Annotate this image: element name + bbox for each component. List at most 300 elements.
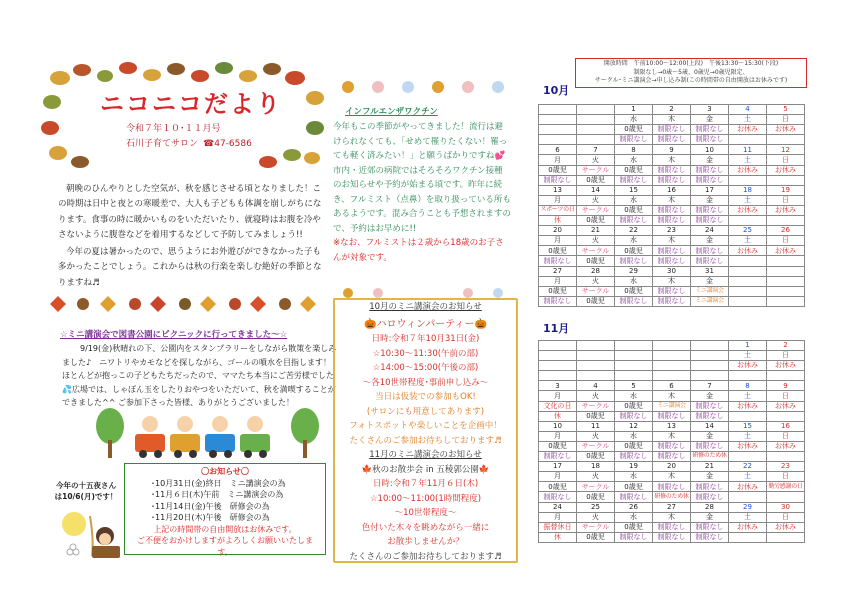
calendar-row: [539, 246, 805, 256]
calendar-empty-cell: [577, 115, 615, 125]
calendar-row: [539, 371, 805, 381]
calendar-cell: [729, 216, 767, 226]
calendar-cell: 金: [691, 155, 729, 165]
calendar-row: [539, 286, 805, 296]
calendar-empty-cell: [767, 296, 805, 306]
calendar-row: [539, 341, 805, 351]
calendar-empty-cell: [729, 276, 767, 286]
calendar-cell: 火: [577, 155, 615, 165]
calendar-cell: 水: [615, 512, 653, 522]
calendar-row: [539, 175, 805, 185]
calendar-cell: 休: [539, 532, 577, 542]
calendar-empty-cell: [729, 286, 767, 296]
phone-icon: ☎: [203, 139, 215, 149]
calendar-cell: 金: [691, 391, 729, 401]
calendar-cell: [767, 532, 805, 542]
calendar-cell: 水: [615, 236, 653, 246]
calendar-empty-cell: [577, 361, 615, 371]
calendar-cell: 1: [615, 105, 653, 115]
oct-calendar: [538, 104, 805, 307]
calendar-cell: 3: [691, 105, 729, 115]
picnic-body: [62, 342, 337, 410]
calendar-empty-cell: [767, 276, 805, 286]
calendar-cell: 制限なし: [691, 216, 729, 226]
calendar-cell: 月: [539, 195, 577, 205]
calendar-cell: 0歳児: [577, 175, 615, 185]
calendar-cell: 制限なし: [691, 522, 729, 532]
notice-row-2: ･11月６日(木)午前 ミニ講演会の為: [151, 490, 284, 499]
calendar-cell: 0歳児: [615, 125, 653, 135]
calendar-cell: 0歳児: [577, 452, 615, 462]
calendar-cell: お休み: [767, 441, 805, 451]
calendar-cell: 日: [767, 155, 805, 165]
calendar-cell: 日: [767, 472, 805, 482]
calendar-row: [539, 462, 805, 472]
calendar-cell: 制限なし: [615, 256, 653, 266]
walk-line-1: 日時:令和７年11月６日(木): [372, 479, 479, 489]
calendar-row: [539, 361, 805, 371]
calendar-cell: 研修のため休: [691, 452, 729, 462]
moon-viewing-icon: [60, 506, 125, 561]
nov-event-heading: 11月のミニ講演会のお知らせ: [369, 450, 482, 460]
calendar-cell: 21: [691, 462, 729, 472]
calendar-empty-cell: [539, 115, 577, 125]
calendar-cell: 日: [767, 351, 805, 361]
calendar-cell: お休み: [729, 441, 767, 451]
calendar-cell: 土: [729, 472, 767, 482]
calendar-cell: 月: [539, 155, 577, 165]
calendar-cell: 月: [539, 391, 577, 401]
calendar-cell: 月: [539, 276, 577, 286]
calendar-cell: 木: [653, 115, 691, 125]
calendar-cell: 10: [691, 145, 729, 155]
halloween-line-3: ☆14:00～15:00(午後の部): [372, 363, 479, 373]
calendar-cell: 制限なし: [691, 441, 729, 451]
calendar-cell: 7: [577, 145, 615, 155]
kids-train-icon: [95, 404, 320, 462]
calendar-cell: 27: [653, 502, 691, 512]
flu-text: 今年もこの季節がやってきました！流行は避けられなくても、「せめて罹りたくない！罹っても軽く済みたい！」と願うばかりですね💕市内・近郊の病院ではそろそろワクチン接種のお知らせや予約が始まる頃です。昨年に続き、フルミスト（点鼻）を取り扱っている所もあるようです。混み合うことも予想されますので、予約はお早めに!!: [333, 122, 511, 234]
calendar-cell: 15: [615, 185, 653, 195]
calendar-row: [539, 135, 805, 145]
notice-footer-1: 上記の時間帯の自由開放はお休みです。: [153, 524, 297, 534]
calendar-cell: 制限なし: [653, 482, 691, 492]
calendar-cell: 制限なし: [691, 246, 729, 256]
calendar-cell: 制限なし: [691, 165, 729, 175]
calendar-cell: 制限なし: [539, 175, 577, 185]
calendar-row: [539, 185, 805, 195]
calendar-cell: 7: [691, 381, 729, 391]
calendar-cell: お休み: [729, 165, 767, 175]
calendar-cell: 15: [729, 421, 767, 431]
calendar-cell: 21: [577, 226, 615, 236]
calendar-cell: お休み: [767, 165, 805, 175]
calendar-cell: 金: [691, 115, 729, 125]
calendar-cell: 木: [653, 472, 691, 482]
calendar-cell: 4: [729, 105, 767, 115]
calendar-row: [539, 441, 805, 451]
calendar-cell: [767, 256, 805, 266]
tel-line: [203, 137, 252, 152]
calendar-row: [539, 411, 805, 421]
calendar-row: [539, 401, 805, 411]
calendar-cell: 土: [729, 155, 767, 165]
calendar-cell: 3: [539, 381, 577, 391]
calendar-empty-cell: [691, 351, 729, 361]
calendar-cell: 月: [539, 512, 577, 522]
nov-label: 11月: [543, 322, 570, 335]
calendar-cell: 17: [691, 185, 729, 195]
halloween-extra-1: 当日は仮装での参加もOK!: [375, 392, 476, 402]
calendar-empty-cell: [577, 371, 615, 381]
calendar-cell: 制限なし: [615, 532, 653, 542]
calendar-cell: 0歳児: [577, 256, 615, 266]
flu-heading: インフルエンザワクチン: [345, 107, 438, 117]
calendar-cell: 30: [767, 502, 805, 512]
notice-row-3: ･11月14日(金)午後 研修会の為: [151, 501, 270, 511]
calendar-cell: 水: [615, 391, 653, 401]
calendar-empty-cell: [615, 361, 653, 371]
calendar-cell: [729, 371, 767, 381]
calendar-row: [539, 492, 805, 502]
calendar-cell: お休み: [767, 205, 805, 215]
calendar-cell: 0歳児: [539, 441, 577, 451]
calendar-cell: 土: [729, 431, 767, 441]
calendar-row: [539, 532, 805, 542]
calendar-cell: 水: [615, 155, 653, 165]
calendar-note: [575, 58, 807, 88]
calendar-cell: 制限なし: [691, 411, 729, 421]
calendar-cell: 土: [729, 391, 767, 401]
calendar-cell: 20: [539, 226, 577, 236]
calendar-cell: 文化の日: [539, 401, 577, 411]
halloween-line-4: ～各10世帯程度･事前申し込み～: [362, 377, 489, 388]
calendar-cell: 制限なし: [691, 482, 729, 492]
notice-box: [124, 463, 326, 555]
notice-title: 〇お知らせ〇: [201, 467, 249, 476]
moon-line-2: は10/6(月)です！: [54, 492, 118, 501]
calendar-empty-cell: [577, 105, 615, 115]
calendar-cell: お休み: [767, 522, 805, 532]
calendar-cell: 19: [615, 462, 653, 472]
calendar-cell: 0歳児: [577, 296, 615, 306]
calendar-cell: 金: [691, 236, 729, 246]
calendar-cell: 8: [729, 381, 767, 391]
animals-icon: [338, 78, 513, 96]
calendar-empty-cell: [539, 105, 577, 115]
calendar-cell: 制限なし: [653, 216, 691, 226]
calendar-cell: 28: [691, 502, 729, 512]
calendar-cell: 11: [729, 145, 767, 155]
calendar-cell: 23: [653, 226, 691, 236]
calendar-cell: 5: [767, 105, 805, 115]
calendar-cell: 9: [653, 145, 691, 155]
calendar-empty-cell: [539, 125, 577, 135]
calendar-cell: 制限なし: [691, 175, 729, 185]
calendar-row: [539, 452, 805, 462]
calendar-cell: 金: [691, 431, 729, 441]
intro-paragraph-2: 今年の夏は暑かったので、思うようにお外遊びができなかった子も多かったことでしょう。これからは秋の行楽を楽しむ絶好の季節となりますね♬: [58, 247, 322, 288]
calendar-cell: [729, 452, 767, 462]
picnic-title: ☆ミニ講演会で図書公園にピクニックに行ってきました～☆: [60, 330, 288, 340]
calendar-cell: 勤労感謝の日: [767, 482, 805, 492]
calendar-cell: 制限なし: [653, 532, 691, 542]
calendar-cell: 制限なし: [615, 296, 653, 306]
calendar-cell: 29: [615, 266, 653, 276]
calendar-cell: 9: [767, 381, 805, 391]
calendar-cell: お休み: [729, 205, 767, 215]
calendar-cell: 制限なし: [691, 532, 729, 542]
calendar-cell: 金: [691, 512, 729, 522]
calendar-cell: 制限なし: [615, 135, 653, 145]
calendar-cell: サークル: [577, 246, 615, 256]
calendar-empty-cell: [767, 286, 805, 296]
calendar-cell: お休み: [729, 125, 767, 135]
calendar-cell: 0歳児: [577, 216, 615, 226]
oct-label: 10月: [543, 84, 570, 97]
halloween-extra-3: フォトスポットや楽しいことを企画中！: [349, 421, 502, 431]
calendar-cell: 1: [729, 341, 767, 351]
notice-footer-2: ご不便をおかけしますがよろしくお願いいたします。: [137, 536, 313, 557]
halloween-line-1: 日時:令和７年10月31日(金): [371, 334, 480, 344]
notice-row-4: ･11月20日(木)午後 研修会の為: [151, 513, 270, 522]
calendar-cell: お休み: [729, 361, 767, 371]
calendar-empty-cell: [729, 296, 767, 306]
calendar-cell: 18: [729, 185, 767, 195]
calendar-cell: 0歳児: [615, 522, 653, 532]
calendar-empty-cell: [539, 361, 577, 371]
walk-line-3: ～10世帯程度～: [394, 508, 457, 518]
calendar-row: [539, 195, 805, 205]
calendar-cell: ミニ講演会: [691, 286, 729, 296]
calendar-row: [539, 351, 805, 361]
calendar-cell: 日: [767, 391, 805, 401]
calendar-cell: 0歳児: [615, 246, 653, 256]
calendar-cell: 制限なし: [691, 135, 729, 145]
calendar-cell: 土: [729, 195, 767, 205]
calendar-empty-cell: [691, 361, 729, 371]
calendar-cell: 制限なし: [691, 401, 729, 411]
calendar-cell: サークル: [577, 441, 615, 451]
newsletter-title: ニコニコだより: [100, 90, 282, 118]
halloween-title-text: ハロウィンパーティー: [376, 318, 475, 330]
calendar-row: [539, 431, 805, 441]
calendar-empty-cell: [539, 351, 577, 361]
calendar-cell: 日: [767, 195, 805, 205]
calendar-cell: 月: [539, 236, 577, 246]
walk-title: [335, 463, 516, 478]
calendar-row: [539, 155, 805, 165]
calendar-cell: 制限なし: [653, 452, 691, 462]
calendar-empty-cell: [539, 341, 577, 351]
calendar-cell: 振替休日: [539, 522, 577, 532]
animal-divider-2: [338, 285, 513, 299]
calendar-cell: 27: [539, 266, 577, 276]
calendar-cell: 制限なし: [691, 125, 729, 135]
calendar-cell: 木: [653, 236, 691, 246]
calendar-cell: [729, 256, 767, 266]
calendar-cell: 制限なし: [653, 411, 691, 421]
calendar-cell: [767, 411, 805, 421]
leaf-divider-icon: [45, 290, 330, 318]
calendar-cell: 0歳児: [615, 205, 653, 215]
issue-info: [126, 122, 252, 152]
calendar-cell: 木: [653, 431, 691, 441]
calendar-cell: 火: [577, 236, 615, 246]
calendar-cell: 13: [539, 185, 577, 195]
calendar-row: [539, 276, 805, 286]
calendar-cell: 19: [767, 185, 805, 195]
calendar-cell: 0歳児: [577, 532, 615, 542]
calendar-cell: 28: [577, 266, 615, 276]
calendar-cell: お休み: [729, 246, 767, 256]
animal-divider: [338, 78, 513, 96]
calendar-empty-cell: [653, 351, 691, 361]
calendar-cell: 0歳児: [539, 286, 577, 296]
calendar-cell: 26: [615, 502, 653, 512]
calendar-cell: 休: [539, 411, 577, 421]
calendar-cell: 水: [615, 195, 653, 205]
calendar-cell: 制限なし: [691, 256, 729, 266]
calendar-cell: サークル: [577, 165, 615, 175]
calendar-cell: 火: [577, 276, 615, 286]
calendar-cell: 木: [653, 276, 691, 286]
picnic-text: 9/19(金)秋晴れの下、公園内をスタンプラリーをしながら散策を楽しみました♪ ニワトリやカモなどを探しながら、ゴールの噴水を目指します！ほとんどが抱っこの子どもたちだったので、ママたち本当にご苦労様でした💦広場では、しゃぼん玉をしたりおやつをいただいて、秋を満喫することができました^^ ご参加下さった皆様、ありがとうございました！: [62, 344, 337, 407]
calendar-cell: 0歳児: [577, 492, 615, 502]
calendar-cell: 金: [691, 472, 729, 482]
calendar-cell: 制限なし: [653, 125, 691, 135]
calendar-empty-cell: [729, 266, 767, 276]
calendar-cell: 24: [691, 226, 729, 236]
halloween-line-2: ☆10:30～11:30(午前の部): [372, 348, 479, 359]
calendar-cell: 金: [691, 276, 729, 286]
calendar-row: [539, 125, 805, 135]
calendar-cell: 制限なし: [653, 175, 691, 185]
calendar-cell: 制限なし: [615, 411, 653, 421]
calendar-cell: [767, 452, 805, 462]
calendar-row: [539, 266, 805, 276]
calendar-cell: 土: [729, 512, 767, 522]
calendar-row: [539, 145, 805, 155]
calendar-cell: 5: [615, 381, 653, 391]
issue-label: 令和７年１０･１１月号: [126, 124, 221, 134]
calendar-cell: 木: [653, 195, 691, 205]
calendar-empty-cell: [577, 135, 615, 145]
calendar-cell: サークル: [577, 522, 615, 532]
calendar-cell: 火: [577, 431, 615, 441]
flu-note: ※なお、フルミストは２歳から18歳のお子さんが対象です。: [333, 238, 504, 263]
walk-extra-2: お散歩しませんか？: [387, 537, 464, 547]
calendar-row: [539, 522, 805, 532]
calendar-cell: 水: [615, 276, 653, 286]
calendar-cell: 土: [729, 115, 767, 125]
calendar-cell: 6: [653, 381, 691, 391]
calendar-cell: 日: [767, 512, 805, 522]
calendar-row: [539, 226, 805, 236]
notice-row-1: ･10月31日(金)終日 ミニ講演会の為: [151, 478, 286, 488]
calendar-cell: 12: [615, 421, 653, 431]
calendar-row: [539, 205, 805, 215]
calendar-cell: 16: [653, 185, 691, 195]
calendar-cell: 制限なし: [615, 175, 653, 185]
calendar-cell: サークル: [577, 401, 615, 411]
calendar-cell: 4: [577, 381, 615, 391]
calendar-cell: 17: [539, 462, 577, 472]
calendar-empty-cell: [691, 341, 729, 351]
calendar-cell: 火: [577, 512, 615, 522]
calendar-cell: お休み: [767, 125, 805, 135]
calendar-row: [539, 165, 805, 175]
calendar-row: [539, 115, 805, 125]
calendar-cell: 土: [729, 351, 767, 361]
calendar-cell: 日: [767, 431, 805, 441]
calendar-cell: 制限なし: [539, 296, 577, 306]
intro-text: [58, 182, 328, 293]
events-box: [333, 298, 518, 563]
calendar-cell: [729, 175, 767, 185]
calendar-cell: 12: [767, 145, 805, 155]
calendar-cell: 火: [577, 195, 615, 205]
calendar-cell: 制限なし: [615, 452, 653, 462]
calendar-cell: 木: [653, 391, 691, 401]
pumpkin-icon: 🎃: [364, 318, 377, 330]
calendar-empty-cell: [653, 371, 691, 381]
calendar-cell: 22: [729, 462, 767, 472]
calendar-cell: 制限なし: [653, 135, 691, 145]
walk-extra-1: 色付いた木々を眺めながら一緒に: [361, 522, 490, 533]
calendar-cell: 8: [615, 145, 653, 155]
calendar-row: [539, 296, 805, 306]
calendar-cell: 2: [767, 341, 805, 351]
moon-illustration: [60, 506, 125, 561]
oct-event-heading: 10月のミニ講演会のお知らせ: [369, 302, 482, 312]
walk-extra-3: たくさんのご参加お待ちしております♬: [349, 551, 502, 562]
calendar-cell: 制限なし: [653, 165, 691, 175]
calendar-cell: 14: [577, 185, 615, 195]
calendar-cell: スポーツの日: [539, 205, 577, 215]
calendar-cell: [767, 371, 805, 381]
calendar-cell: [767, 175, 805, 185]
calendar-cell: 26: [767, 226, 805, 236]
calendar-cell: 20: [653, 462, 691, 472]
calendar-cell: 制限なし: [691, 205, 729, 215]
calendar-cell: 制限なし: [615, 492, 653, 502]
calendar-cell: 制限なし: [653, 522, 691, 532]
calendar-cell: 制限なし: [539, 256, 577, 266]
moon-line-1: 今年の十五夜さん: [56, 481, 116, 490]
calendar-empty-cell: [767, 266, 805, 276]
calendar-row: [539, 482, 805, 492]
calendar-cell: 23: [767, 462, 805, 472]
calendar-note-line-3: サークル･ミニ講演会→申し込み制(この時間帯の自由開放はお休みです): [594, 77, 788, 85]
calendar-cell: 制限なし: [653, 205, 691, 215]
calendar-cell: サークル: [577, 205, 615, 215]
calendar-cell: 休: [539, 216, 577, 226]
walk-title-text: 秋のお散歩会 in 五稜郭公園: [372, 464, 479, 475]
calendar-cell: 16: [767, 421, 805, 431]
calendar-cell: 0歳児: [539, 482, 577, 492]
calendar-cell: 31: [691, 266, 729, 276]
leaf-icon: 🍁: [478, 464, 490, 475]
calendar-cell: 11: [577, 421, 615, 431]
calendar-cell: 0歳児: [615, 482, 653, 492]
calendar-cell: 日: [767, 236, 805, 246]
calendar-row: [539, 381, 805, 391]
calendar-cell: お休み: [729, 522, 767, 532]
calendar-cell: 0歳児: [615, 401, 653, 411]
calendar-empty-cell: [615, 351, 653, 361]
calendar-cell: 18: [577, 462, 615, 472]
